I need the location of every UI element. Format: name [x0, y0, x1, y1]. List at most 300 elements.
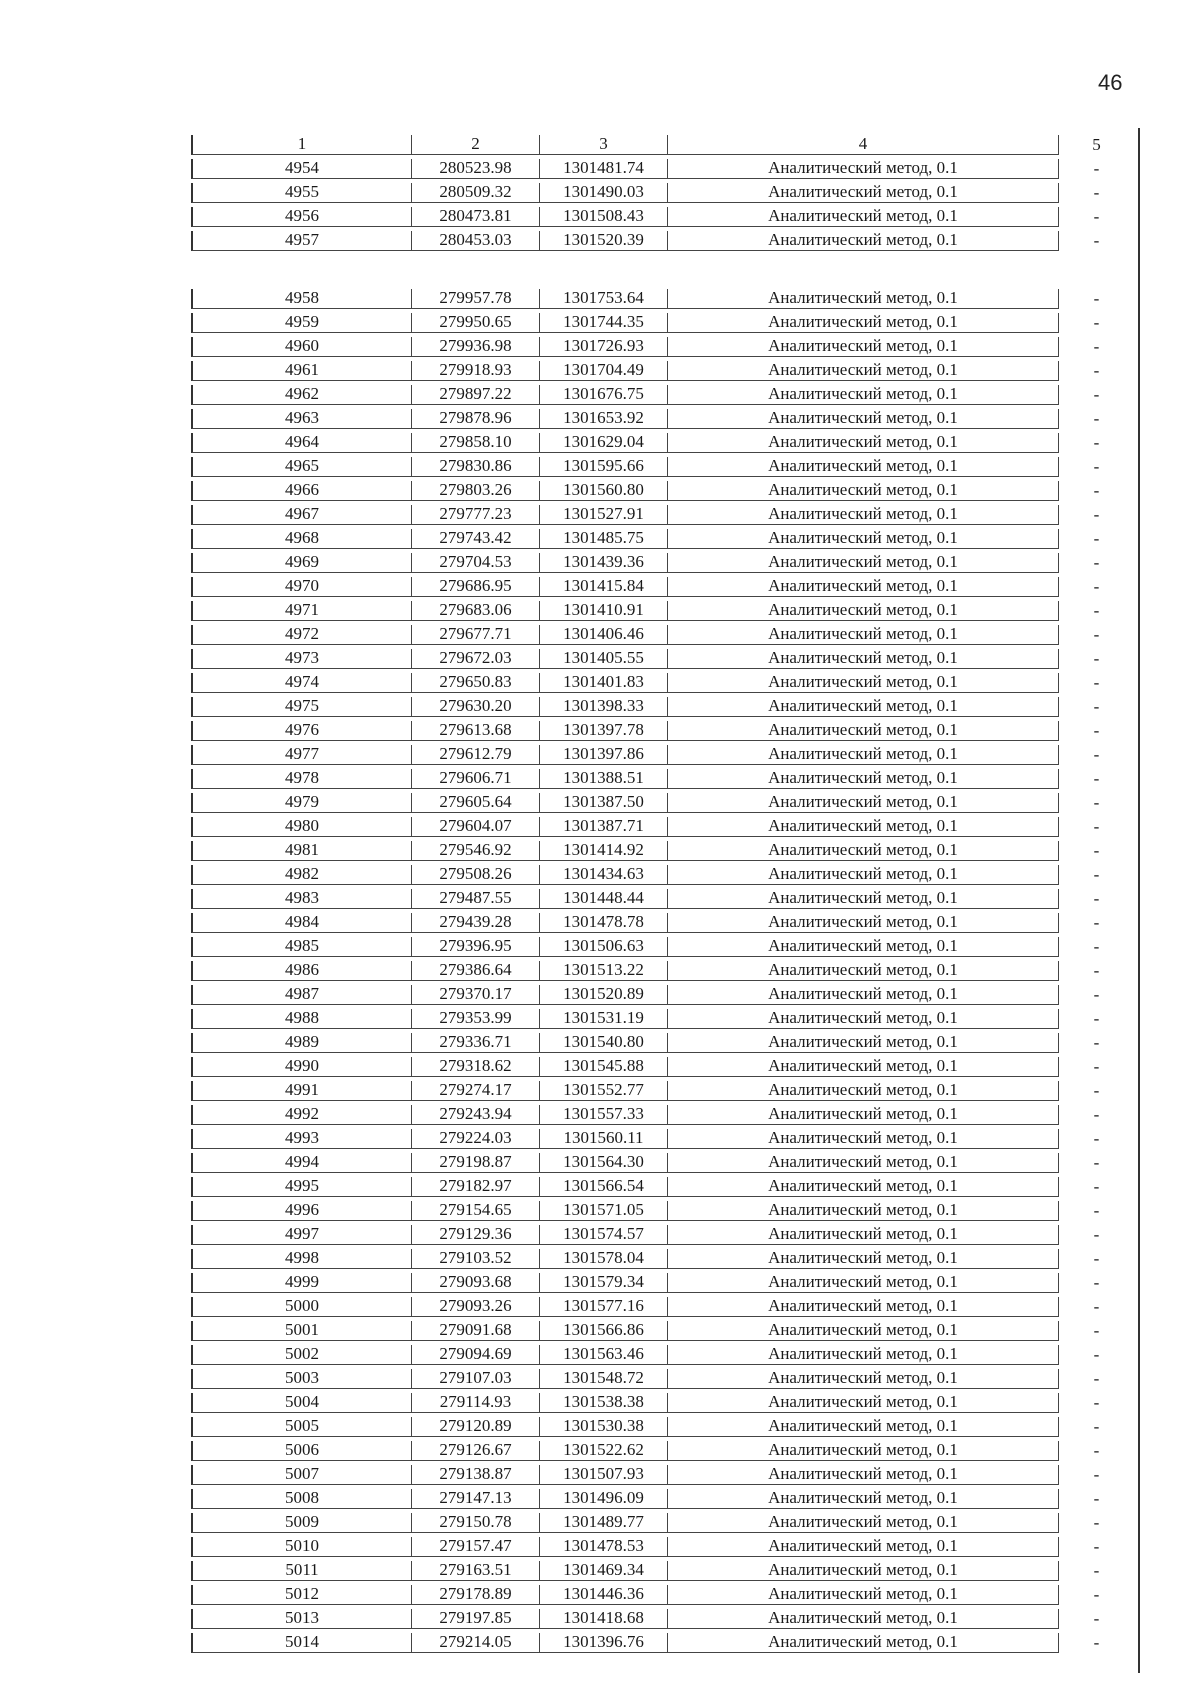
y-coordinate: 1301485.75 [539, 529, 667, 549]
table-row [191, 1509, 1134, 1533]
method-accuracy: Аналитический метод, 0.1 [667, 481, 1059, 501]
note: - [1093, 602, 1100, 620]
y-coordinate: 1301571.05 [539, 1201, 667, 1221]
point-number: 4987 [191, 985, 411, 1005]
method-accuracy: Аналитический метод, 0.1 [667, 313, 1059, 333]
y-coordinate: 1301527.91 [539, 505, 667, 525]
y-coordinate: 1301560.11 [539, 1129, 667, 1149]
table-row [191, 789, 1134, 813]
x-coordinate: 279182.97 [411, 1177, 539, 1197]
note: - [1093, 386, 1100, 404]
x-coordinate: 279386.64 [411, 961, 539, 981]
y-coordinate: 1301676.75 [539, 385, 667, 405]
table-gap [191, 251, 1134, 285]
note: - [1093, 890, 1100, 908]
table-row [191, 909, 1134, 933]
table-header-row [191, 128, 1134, 155]
method-accuracy: Аналитический метод, 0.1 [667, 409, 1059, 429]
method-accuracy: Аналитический метод, 0.1 [667, 1081, 1059, 1101]
table-row [191, 1005, 1134, 1029]
method-accuracy: Аналитический метод, 0.1 [667, 1129, 1059, 1149]
method-accuracy: Аналитический метод, 0.1 [667, 1513, 1059, 1533]
note: - [1093, 458, 1100, 476]
point-number: 4972 [191, 625, 411, 645]
x-coordinate: 279704.53 [411, 553, 539, 573]
note: - [1093, 1418, 1100, 1436]
x-coordinate: 279318.62 [411, 1057, 539, 1077]
point-number: 4955 [191, 183, 411, 203]
point-number: 4983 [191, 889, 411, 909]
method-accuracy: Аналитический метод, 0.1 [667, 231, 1059, 251]
table-row [191, 203, 1134, 227]
x-coordinate: 279214.05 [411, 1633, 539, 1653]
method-accuracy: Аналитический метод, 0.1 [667, 625, 1059, 645]
table-row [191, 1293, 1134, 1317]
method-accuracy: Аналитический метод, 0.1 [667, 159, 1059, 179]
method-accuracy: Аналитический метод, 0.1 [667, 1489, 1059, 1509]
method-accuracy: Аналитический метод, 0.1 [667, 721, 1059, 741]
table-row [191, 645, 1134, 669]
point-number: 4959 [191, 313, 411, 333]
note: - [1093, 938, 1100, 956]
note: - [1093, 1634, 1100, 1652]
note: - [1093, 160, 1100, 178]
point-number: 5010 [191, 1537, 411, 1557]
method-accuracy: Аналитический метод, 0.1 [667, 1153, 1059, 1173]
table-row [191, 1437, 1134, 1461]
note: - [1093, 1370, 1100, 1388]
table-row [191, 429, 1134, 453]
table-row [191, 1053, 1134, 1077]
method-accuracy: Аналитический метод, 0.1 [667, 865, 1059, 885]
y-coordinate: 1301387.71 [539, 817, 667, 837]
x-coordinate: 279650.83 [411, 673, 539, 693]
table-row [191, 1125, 1134, 1149]
method-accuracy: Аналитический метод, 0.1 [667, 1177, 1059, 1197]
x-coordinate: 279439.28 [411, 913, 539, 933]
method-accuracy: Аналитический метод, 0.1 [667, 841, 1059, 861]
table-row [191, 1629, 1134, 1653]
x-coordinate: 279224.03 [411, 1129, 539, 1149]
note: - [1093, 1322, 1100, 1340]
point-number: 4981 [191, 841, 411, 861]
method-accuracy: Аналитический метод, 0.1 [667, 649, 1059, 669]
note: - [1093, 866, 1100, 884]
method-accuracy: Аналитический метод, 0.1 [667, 1249, 1059, 1269]
method-accuracy: Аналитический метод, 0.1 [667, 1441, 1059, 1461]
point-number: 4962 [191, 385, 411, 405]
method-accuracy: Аналитический метод, 0.1 [667, 697, 1059, 717]
x-coordinate: 279686.95 [411, 577, 539, 597]
note: - [1093, 674, 1100, 692]
note: - [1093, 1346, 1100, 1364]
note: - [1093, 482, 1100, 500]
x-coordinate: 279093.68 [411, 1273, 539, 1293]
note: - [1093, 314, 1100, 332]
note: - [1093, 722, 1100, 740]
method-accuracy: Аналитический метод, 0.1 [667, 337, 1059, 357]
y-coordinate: 1301538.38 [539, 1393, 667, 1413]
point-number: 4978 [191, 769, 411, 789]
x-coordinate: 279803.26 [411, 481, 539, 501]
note: - [1093, 1514, 1100, 1532]
y-coordinate: 1301653.92 [539, 409, 667, 429]
table-row [191, 525, 1134, 549]
y-coordinate: 1301415.84 [539, 577, 667, 597]
x-coordinate: 279897.22 [411, 385, 539, 405]
point-number: 4991 [191, 1081, 411, 1101]
point-number: 4989 [191, 1033, 411, 1053]
table-row [191, 1581, 1134, 1605]
y-coordinate: 1301446.36 [539, 1585, 667, 1605]
x-coordinate: 280523.98 [411, 159, 539, 179]
point-number: 4954 [191, 159, 411, 179]
table-row [191, 597, 1134, 621]
y-coordinate: 1301578.04 [539, 1249, 667, 1269]
point-number: 4986 [191, 961, 411, 981]
y-coordinate: 1301439.36 [539, 553, 667, 573]
method-accuracy: Аналитический метод, 0.1 [667, 673, 1059, 693]
y-coordinate: 1301489.77 [539, 1513, 667, 1533]
y-coordinate: 1301522.62 [539, 1441, 667, 1461]
method-accuracy: Аналитический метод, 0.1 [667, 207, 1059, 227]
y-coordinate: 1301629.04 [539, 433, 667, 453]
point-number: 4994 [191, 1153, 411, 1173]
method-accuracy: Аналитический метод, 0.1 [667, 1105, 1059, 1125]
table-row [191, 405, 1134, 429]
method-accuracy: Аналитический метод, 0.1 [667, 793, 1059, 813]
method-accuracy: Аналитический метод, 0.1 [667, 1609, 1059, 1629]
point-number: 4969 [191, 553, 411, 573]
point-number: 5012 [191, 1585, 411, 1605]
x-coordinate: 279683.06 [411, 601, 539, 621]
note: - [1093, 1154, 1100, 1172]
note: - [1093, 1034, 1100, 1052]
y-coordinate: 1301566.86 [539, 1321, 667, 1341]
table-row [191, 477, 1134, 501]
note: - [1093, 338, 1100, 356]
y-coordinate: 1301704.49 [539, 361, 667, 381]
y-coordinate: 1301418.68 [539, 1609, 667, 1629]
point-number: 4960 [191, 337, 411, 357]
x-coordinate: 279107.03 [411, 1369, 539, 1389]
y-coordinate: 1301414.92 [539, 841, 667, 861]
method-accuracy: Аналитический метод, 0.1 [667, 1297, 1059, 1317]
x-coordinate: 279612.79 [411, 745, 539, 765]
table-row [191, 933, 1134, 957]
y-coordinate: 1301434.63 [539, 865, 667, 885]
y-coordinate: 1301595.66 [539, 457, 667, 477]
table-row [191, 981, 1134, 1005]
x-coordinate: 279138.87 [411, 1465, 539, 1485]
table-row [191, 693, 1134, 717]
point-number: 4984 [191, 913, 411, 933]
note: - [1093, 1538, 1100, 1556]
point-number: 4975 [191, 697, 411, 717]
point-number: 4996 [191, 1201, 411, 1221]
note: - [1093, 914, 1100, 932]
x-coordinate: 279094.69 [411, 1345, 539, 1365]
x-coordinate: 279830.86 [411, 457, 539, 477]
y-coordinate: 1301564.30 [539, 1153, 667, 1173]
y-coordinate: 1301560.80 [539, 481, 667, 501]
table-row [191, 1557, 1134, 1581]
note: - [1093, 842, 1100, 860]
y-coordinate: 1301496.09 [539, 1489, 667, 1509]
table-row [191, 1101, 1134, 1125]
x-coordinate: 279163.51 [411, 1561, 539, 1581]
note: - [1093, 1466, 1100, 1484]
y-coordinate: 1301574.57 [539, 1225, 667, 1245]
x-coordinate: 279274.17 [411, 1081, 539, 1101]
method-accuracy: Аналитический метод, 0.1 [667, 1201, 1059, 1221]
note: - [1093, 184, 1100, 202]
table-row [191, 1533, 1134, 1557]
point-number: 4973 [191, 649, 411, 669]
x-coordinate: 279605.64 [411, 793, 539, 813]
table-row [191, 717, 1134, 741]
y-coordinate: 1301545.88 [539, 1057, 667, 1077]
method-accuracy: Аналитический метод, 0.1 [667, 961, 1059, 981]
table-row [191, 621, 1134, 645]
table-row [191, 669, 1134, 693]
x-coordinate: 279630.20 [411, 697, 539, 717]
point-number: 5011 [191, 1561, 411, 1581]
method-accuracy: Аналитический метод, 0.1 [667, 1345, 1059, 1365]
y-coordinate: 1301530.38 [539, 1417, 667, 1437]
method-accuracy: Аналитический метод, 0.1 [667, 1225, 1059, 1245]
x-coordinate: 279243.94 [411, 1105, 539, 1125]
x-coordinate: 279198.87 [411, 1153, 539, 1173]
method-accuracy: Аналитический метод, 0.1 [667, 913, 1059, 933]
point-number: 4964 [191, 433, 411, 453]
table-row [191, 1269, 1134, 1293]
point-number: 4992 [191, 1105, 411, 1125]
note: - [1093, 1250, 1100, 1268]
method-accuracy: Аналитический метод, 0.1 [667, 1273, 1059, 1293]
note: - [1093, 290, 1100, 308]
point-number: 4988 [191, 1009, 411, 1029]
table-row [191, 861, 1134, 885]
x-coordinate: 279487.55 [411, 889, 539, 909]
right-border-line [1138, 128, 1140, 1673]
y-coordinate: 1301478.53 [539, 1537, 667, 1557]
table-row [191, 1197, 1134, 1221]
point-number: 4956 [191, 207, 411, 227]
y-coordinate: 1301396.76 [539, 1633, 667, 1653]
point-number: 4970 [191, 577, 411, 597]
table-row [191, 1413, 1134, 1437]
note: - [1093, 1010, 1100, 1028]
y-coordinate: 1301406.46 [539, 625, 667, 645]
point-number: 5002 [191, 1345, 411, 1365]
x-coordinate: 279120.89 [411, 1417, 539, 1437]
y-coordinate: 1301388.51 [539, 769, 667, 789]
table-row [191, 885, 1134, 909]
method-accuracy: Аналитический метод, 0.1 [667, 433, 1059, 453]
note: - [1093, 578, 1100, 596]
point-number: 5007 [191, 1465, 411, 1485]
note: - [1093, 1394, 1100, 1412]
table-row [191, 155, 1134, 179]
x-coordinate: 279878.96 [411, 409, 539, 429]
table-row [191, 1605, 1134, 1629]
method-accuracy: Аналитический метод, 0.1 [667, 745, 1059, 765]
y-coordinate: 1301397.78 [539, 721, 667, 741]
method-accuracy: Аналитический метод, 0.1 [667, 1465, 1059, 1485]
table-row [191, 1173, 1134, 1197]
x-coordinate: 279114.93 [411, 1393, 539, 1413]
method-accuracy: Аналитический метод, 0.1 [667, 553, 1059, 573]
method-accuracy: Аналитический метод, 0.1 [667, 1393, 1059, 1413]
x-coordinate: 279150.78 [411, 1513, 539, 1533]
table-row [191, 837, 1134, 861]
point-number: 5008 [191, 1489, 411, 1509]
method-accuracy: Аналитический метод, 0.1 [667, 1369, 1059, 1389]
note: - [1093, 794, 1100, 812]
y-coordinate: 1301507.93 [539, 1465, 667, 1485]
method-accuracy: Аналитический метод, 0.1 [667, 889, 1059, 909]
note: - [1093, 1586, 1100, 1604]
x-coordinate: 279672.03 [411, 649, 539, 669]
point-number: 4963 [191, 409, 411, 429]
note: - [1093, 506, 1100, 524]
x-coordinate: 279957.78 [411, 289, 539, 309]
x-coordinate: 279396.95 [411, 937, 539, 957]
y-coordinate: 1301520.39 [539, 231, 667, 251]
x-coordinate: 279606.71 [411, 769, 539, 789]
point-number: 5003 [191, 1369, 411, 1389]
y-coordinate: 1301513.22 [539, 961, 667, 981]
x-coordinate: 279613.68 [411, 721, 539, 741]
note: - [1093, 818, 1100, 836]
x-coordinate: 279743.42 [411, 529, 539, 549]
table-row [191, 1029, 1134, 1053]
x-coordinate: 279604.07 [411, 817, 539, 837]
y-coordinate: 1301405.55 [539, 649, 667, 669]
coordinates-table [191, 128, 1134, 1653]
header-col-2: 2 [411, 135, 539, 155]
point-number: 5006 [191, 1441, 411, 1461]
note: - [1093, 208, 1100, 226]
x-coordinate: 279950.65 [411, 313, 539, 333]
table-row [191, 381, 1134, 405]
y-coordinate: 1301577.16 [539, 1297, 667, 1317]
table-row [191, 549, 1134, 573]
x-coordinate: 279508.26 [411, 865, 539, 885]
header-col-4: 4 [667, 135, 1059, 155]
point-number: 4998 [191, 1249, 411, 1269]
y-coordinate: 1301753.64 [539, 289, 667, 309]
point-number: 5009 [191, 1513, 411, 1533]
x-coordinate: 279103.52 [411, 1249, 539, 1269]
table-row [191, 1365, 1134, 1389]
table-row [191, 1341, 1134, 1365]
x-coordinate: 279157.47 [411, 1537, 539, 1557]
point-number: 5014 [191, 1633, 411, 1653]
point-number: 5001 [191, 1321, 411, 1341]
note: - [1093, 530, 1100, 548]
header-col-3: 3 [539, 135, 667, 155]
note: - [1093, 1106, 1100, 1124]
table-row [191, 333, 1134, 357]
header-col-1: 1 [191, 135, 411, 155]
note: - [1093, 1298, 1100, 1316]
x-coordinate: 279091.68 [411, 1321, 539, 1341]
y-coordinate: 1301481.74 [539, 159, 667, 179]
note: - [1093, 650, 1100, 668]
table-row [191, 765, 1134, 789]
note: - [1093, 362, 1100, 380]
point-number: 5013 [191, 1609, 411, 1629]
method-accuracy: Аналитический метод, 0.1 [667, 769, 1059, 789]
y-coordinate: 1301448.44 [539, 889, 667, 909]
point-number: 4999 [191, 1273, 411, 1293]
y-coordinate: 1301540.80 [539, 1033, 667, 1053]
table-row [191, 1485, 1134, 1509]
point-number: 4980 [191, 817, 411, 837]
table-row [191, 1221, 1134, 1245]
point-number: 4990 [191, 1057, 411, 1077]
table-group-2 [191, 285, 1134, 1653]
y-coordinate: 1301557.33 [539, 1105, 667, 1125]
method-accuracy: Аналитический метод, 0.1 [667, 289, 1059, 309]
point-number: 4958 [191, 289, 411, 309]
x-coordinate: 279370.17 [411, 985, 539, 1005]
y-coordinate: 1301506.63 [539, 937, 667, 957]
table-row [191, 1245, 1134, 1269]
table-row [191, 501, 1134, 525]
method-accuracy: Аналитический метод, 0.1 [667, 1537, 1059, 1557]
table-row [191, 813, 1134, 837]
point-number: 4971 [191, 601, 411, 621]
point-number: 4966 [191, 481, 411, 501]
y-coordinate: 1301563.46 [539, 1345, 667, 1365]
x-coordinate: 279093.26 [411, 1297, 539, 1317]
x-coordinate: 280453.03 [411, 231, 539, 251]
x-coordinate: 280473.81 [411, 207, 539, 227]
note: - [1093, 1130, 1100, 1148]
method-accuracy: Аналитический метод, 0.1 [667, 937, 1059, 957]
note: - [1093, 1490, 1100, 1508]
table-row [191, 741, 1134, 765]
y-coordinate: 1301478.78 [539, 913, 667, 933]
point-number: 4965 [191, 457, 411, 477]
y-coordinate: 1301398.33 [539, 697, 667, 717]
point-number: 4974 [191, 673, 411, 693]
point-number: 4968 [191, 529, 411, 549]
method-accuracy: Аналитический метод, 0.1 [667, 1417, 1059, 1437]
point-number: 5000 [191, 1297, 411, 1317]
method-accuracy: Аналитический метод, 0.1 [667, 601, 1059, 621]
table-row [191, 453, 1134, 477]
method-accuracy: Аналитический метод, 0.1 [667, 183, 1059, 203]
point-number: 5004 [191, 1393, 411, 1413]
point-number: 4977 [191, 745, 411, 765]
table-row [191, 1317, 1134, 1341]
note: - [1093, 746, 1100, 764]
x-coordinate: 279546.92 [411, 841, 539, 861]
note: - [1093, 1226, 1100, 1244]
note: - [1093, 232, 1100, 250]
note: - [1093, 986, 1100, 1004]
x-coordinate: 279154.65 [411, 1201, 539, 1221]
y-coordinate: 1301401.83 [539, 673, 667, 693]
table-row [191, 227, 1134, 251]
point-number: 4985 [191, 937, 411, 957]
x-coordinate: 279777.23 [411, 505, 539, 525]
point-number: 4967 [191, 505, 411, 525]
